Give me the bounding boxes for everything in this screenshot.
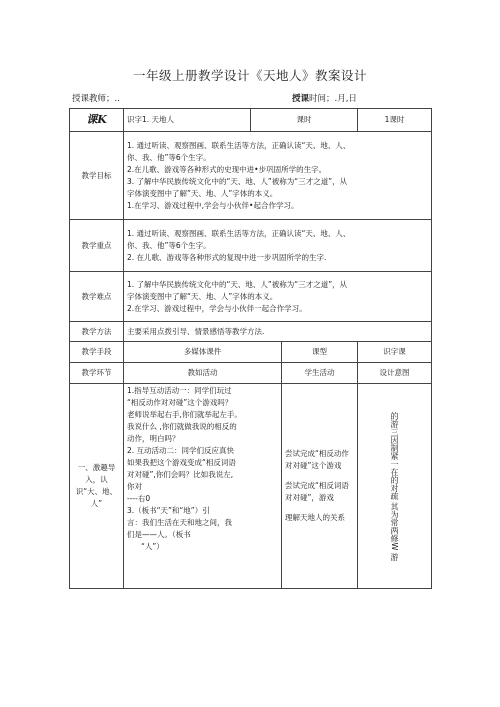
- method-value: 主要采用点拨引导、情景感悟等教学方法.: [124, 322, 432, 342]
- teacher-line: 1.指导互动活动一：同学们玩过: [127, 386, 232, 395]
- goals-content: [124, 132, 432, 220]
- teacher-line: 如果我把这个游戏变成“相反词语: [127, 458, 236, 467]
- student-line: 对对碰”，游戏: [285, 493, 334, 502]
- teacher-line: 3.（板书“天”和“地”）引: [127, 506, 210, 515]
- difficulty-line: 字体演变图中了解“天、地、人”字体的本义。: [127, 291, 278, 301]
- course-topic: 识字1. 天地人: [124, 109, 251, 132]
- teacher-line: 你对: [127, 482, 142, 491]
- page-title: 一年级上册教学设计《天地人》教案设计: [132, 68, 367, 83]
- goals-line: 字体演变图中了解”天、地、人”字体的本义。: [127, 188, 278, 198]
- focus-content: [124, 220, 432, 272]
- steps-header-row: [70, 363, 432, 384]
- student-line: 理解天地人的关系: [285, 513, 346, 522]
- difficulty-label: 教学难点: [70, 272, 124, 322]
- teacher-label: 授课教师；..: [72, 94, 120, 104]
- steps-label: 教学环节: [70, 363, 124, 384]
- goals-row: [70, 132, 432, 220]
- hours-value: 1课时: [358, 109, 432, 132]
- step1-design-intent: [358, 384, 432, 589]
- difficulty-line: 1. 了解中华民族传统文化中的“天、地、人”被称为“三才之道”，从: [127, 279, 348, 289]
- difficulty-content: [124, 272, 432, 322]
- course-label-cell: [70, 109, 124, 132]
- design-intent-header: 设计意图: [358, 363, 432, 384]
- time-label: [292, 92, 357, 104]
- time-label-bold: 授课: [292, 94, 310, 104]
- student-activity-header: 学生活动: [282, 363, 358, 384]
- teacher-line: 2. 互动活动二：同学们反应真快: [127, 446, 235, 455]
- teacher-line: 老师说举起右手,你们就举起左手。: [127, 410, 242, 419]
- goals-line: 1. 通过听读、观察图画、联系生活等方法，正确认读“天、地、人、: [127, 140, 351, 150]
- goals-line: 你、我、他”等6个生字。: [127, 152, 211, 162]
- focus-line: 2. 在儿歌、游戏等各种形式的复现中进一步巩固所学的生字.: [127, 252, 327, 262]
- difficulty-line: 2.在学习、游戏过程中，学会与小伙伴一起合作学习。: [127, 303, 307, 313]
- method-label: 教学方法: [70, 322, 124, 342]
- teacher-line: 言：我们生活在天和地之间，我: [127, 518, 232, 527]
- goals-line: 2.在儿歌、游戏等各种形式的史现中进•步巩固所学的生字。: [127, 164, 327, 174]
- lesson-type-value: 识字课: [358, 342, 432, 363]
- teacher-line: “相反动作对对碰”这个游戏吗？: [127, 398, 233, 407]
- focus-line: 你、我、他”等6个生字。: [127, 240, 211, 250]
- focus-label: 教学重点: [70, 220, 124, 272]
- step1-student-activity: [282, 384, 358, 589]
- hours-label: 课时: [251, 109, 358, 132]
- goals-line: 1.在学习、游戏过程中,学会与小伙伴•起合作学习。: [127, 200, 299, 210]
- focus-row: [70, 220, 432, 272]
- lesson-type-label: 课型: [282, 342, 358, 363]
- design-intent-text: 的游三因制紧一在的对疏 其为常两修W 游: [390, 411, 400, 561]
- focus-line: 1. 通过听读、观察图画、联系生活等方法，正确认读“天、地、人、: [127, 228, 351, 238]
- student-line: 尝试完成“相反动作: [285, 449, 349, 458]
- lesson-plan-table: [69, 108, 432, 589]
- teacher-line: 动作，明白吗？: [127, 434, 180, 443]
- means-value: 多媒体课件: [124, 342, 282, 363]
- means-label: 教学手段: [70, 342, 124, 363]
- time-label-rest: 时间；.月,日: [309, 94, 357, 104]
- teacher-line: ----右0: [127, 494, 151, 503]
- step1-teacher-activity: [124, 384, 282, 589]
- student-line: 尝试完成“相反词语: [285, 481, 349, 490]
- method-row: [70, 322, 432, 342]
- course-label: 课K: [86, 112, 107, 126]
- goals-label: 教学目标: [70, 132, 124, 220]
- teacher-line: 们是——人。（板书: [127, 530, 191, 539]
- means-row: [70, 342, 432, 363]
- step1-row: [70, 384, 432, 589]
- teacher-activity-header: 教如活动: [124, 363, 282, 384]
- difficulty-row: [70, 272, 432, 322]
- teacher-line: “人”）: [141, 542, 164, 551]
- step1-label: 一、激趣导入，认识“大、地、人”: [70, 384, 124, 589]
- teacher-line: 对对碰”,你们会吗？比如我说左,: [127, 470, 234, 479]
- goals-line: 3. 了解中华民族传统文化中的“天、地、人”被称为“三才之道”，从: [127, 176, 348, 186]
- student-line: 对对碰”这个游戏: [285, 461, 342, 470]
- teacher-line: 我说什么 ,你们就做我说的相反的: [127, 422, 237, 431]
- course-row: [70, 109, 432, 132]
